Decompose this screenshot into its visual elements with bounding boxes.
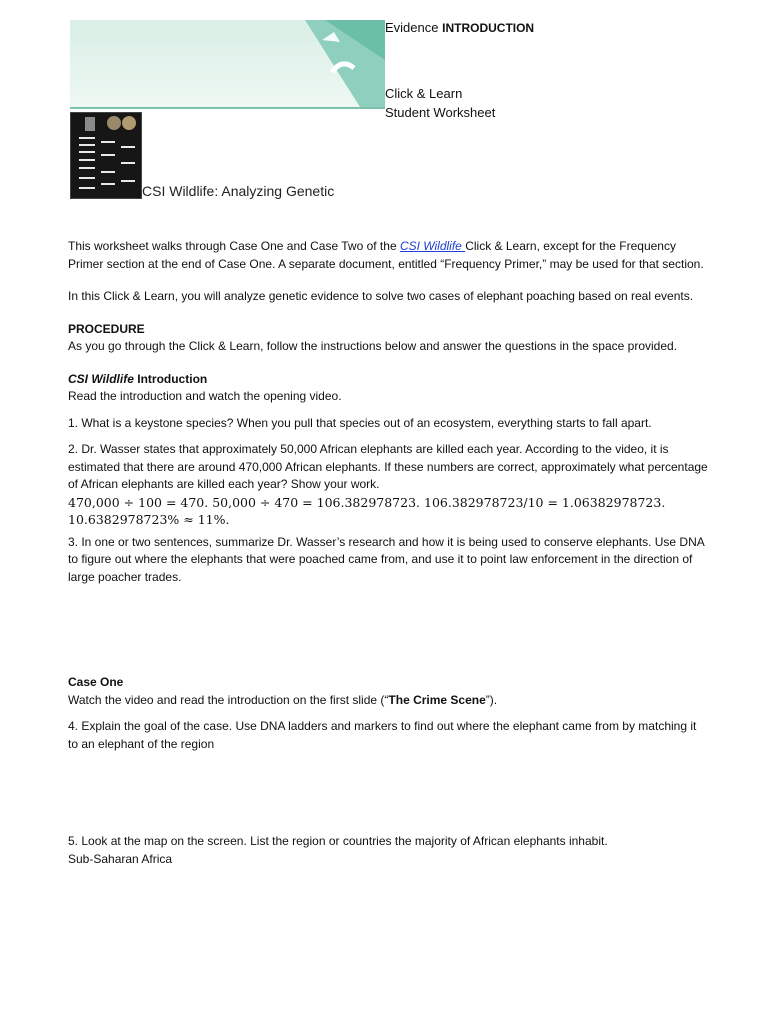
case-one-heading	[68, 674, 708, 692]
gel-thumbnail-image	[70, 112, 142, 199]
intro-text-after-link: Click & Learn, except for the Frequency Primer section at the end of Case One. A separate document, entitled “Frequency Primer,” may be used for that section.	[68, 239, 704, 271]
intro-paragraph-2: In this Click & Learn, you will analyze genetic evidence to solve two cases of elephant poaching based on real events.	[68, 289, 694, 303]
case-one-text	[68, 692, 708, 710]
question-2: 2. Dr. Wasser states that approximately 50,000 African elephants are killed each year. According to the video, it is estimated that there are around 470,000 African elephants. If these numbers are correct, approximately what percentage of African elephants are killed each year? Show your work.	[68, 442, 708, 491]
procedure-text: As you go through the Click & Learn, follow the instructions below and answer the questions in the space provided.	[68, 339, 678, 353]
csi-intro-heading-rest: Introduction	[133, 371, 208, 386]
worksheet-body	[68, 238, 708, 877]
question-1: 1. What is a keystone species? When you pull that species out of an ecosystem, everything starts to fall apart.	[68, 415, 652, 430]
question-2-math-line-1: 470,000 ÷ 100 = 470. 50,000 ÷ 470 = 106.382978723. 106.382978723/10 = 1.06382978723.	[68, 494, 666, 510]
intro-text-before-link: This worksheet walks through Case One and Case Two of the	[68, 239, 400, 253]
click-learn-label: Click & Learn	[385, 86, 463, 101]
csi-intro-heading	[68, 371, 708, 389]
introduction-label: INTRODUCTION	[442, 21, 535, 35]
procedure-heading-text: PROCEDURE	[68, 321, 145, 336]
worksheet-title: CSI Wildlife: Analyzing Genetic	[142, 183, 335, 199]
csi-intro-heading-italic: CSI Wildlife	[68, 371, 134, 386]
case-one-text-before: Watch the video and read the introduction on the first slide (“	[68, 692, 389, 707]
header-banner-image	[70, 20, 385, 109]
question-5-answer: Sub-Saharan Africa	[68, 851, 173, 866]
question-4: 4. Explain the goal of the case. Use DNA ladders and markers to find out where the elephant came from by matching it to an elephant of the region	[68, 719, 697, 751]
question-2-math-line-2: 10.6382978723% ≈ 11%.	[68, 511, 230, 527]
procedure-heading	[68, 321, 708, 339]
student-worksheet-label: Student Worksheet	[385, 105, 496, 120]
crime-scene-label: The Crime Scene	[388, 692, 486, 707]
evidence-label: Evidence	[385, 20, 439, 35]
case-one-heading-text: Case One	[68, 675, 124, 689]
header-evidence	[385, 20, 534, 36]
csi-wildlife-link[interactable]: CSI Wildlife	[399, 239, 466, 253]
question-3: 3. In one or two sentences, summarize Dr. Wasser’s research and how it is being used to conserve elephants. Use DNA to figure out where the elephants that were poached came from, and use it to point law enforcement in the direction of large poacher trades.	[68, 534, 705, 584]
question-2-answer	[68, 494, 708, 528]
csi-intro-text: Read the introduction and watch the opening video.	[68, 389, 342, 403]
question-5: 5. Look at the map on the screen. List the region or countries the majority of African elephants inhabit.	[68, 834, 608, 848]
banner-graphic	[70, 20, 385, 107]
intro-paragraph-1	[68, 238, 708, 273]
case-one-text-after: ”).	[485, 692, 498, 707]
